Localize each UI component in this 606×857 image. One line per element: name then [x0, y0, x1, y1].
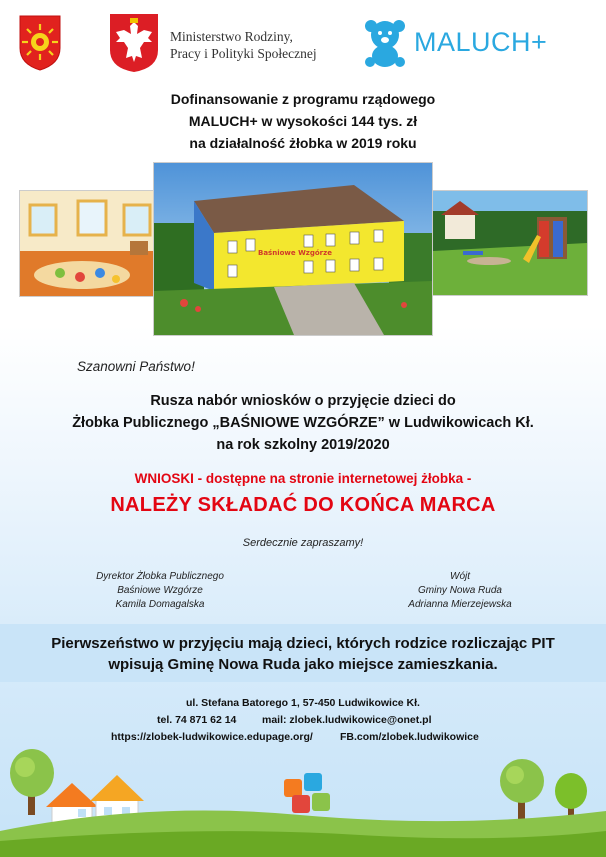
priority-info: [0, 633, 606, 675]
teddy-bear-icon: [362, 18, 408, 68]
mayor-name: Adrianna Mierzejewska: [408, 599, 512, 610]
nursery-building-photo: [153, 162, 433, 336]
deadline-notice: NALEŻY SKŁADAĆ DO KOŃCA MARCA: [110, 494, 496, 516]
landscape-illustration: [0, 745, 606, 857]
priority-line-2: wpisują Gminę Nowa Ruda jako miejsce zamieszkania.: [108, 656, 498, 673]
playground-photo: [432, 190, 588, 296]
mayor-signature: [380, 570, 540, 612]
address: ul. Stefana Batorego 1, 57-450 Ludwikowice Kł.: [186, 697, 420, 709]
announcement-line-2: Żłobka Publicznego „BAŚNIOWE WZGÓRZE” w Ludwikowicach Kł.: [72, 415, 534, 431]
funding-line-2: MALUCH+ w wysokości 144 tys. zł: [188, 113, 418, 129]
tree-icon: [10, 749, 54, 815]
gmina-coat-of-arms-icon: [18, 14, 62, 72]
applications-availability-note: WNIOSKI - dostępne na stronie internetowej żłobka -: [134, 471, 472, 486]
ministry-name: [170, 28, 317, 62]
mayor-title: Wójt: [450, 571, 470, 582]
director-title: Dyrektor Żłobka Publicznego: [96, 571, 224, 582]
nursery-room-photo: [19, 190, 157, 297]
ministry-line-1: Ministerstwo Rodziny,: [170, 29, 293, 44]
ministry-line-2: Pracy i Polityki Społecznej: [170, 46, 317, 61]
mayor-municipality: Gminy Nowa Ruda: [418, 585, 502, 596]
polish-eagle-emblem-icon: [108, 12, 160, 74]
director-name: Kamila Domagalska: [115, 599, 205, 610]
director-institution: Baśniowe Wzgórze: [117, 585, 203, 596]
announcement-line-1: Rusza nabór wniosków o przyjęcie dzieci do: [150, 393, 456, 409]
director-signature: [80, 570, 240, 612]
funding-info: [0, 88, 606, 154]
website-link[interactable]: https://zlobek-ludwikowice.edupage.org/: [111, 731, 313, 743]
priority-line-1: Pierwszeństwo w przyjęciu mają dzieci, których rodzice rozliczając PIT: [51, 635, 555, 652]
facebook-link[interactable]: FB.com/zlobek.ludwikowice: [340, 731, 479, 743]
recruitment-announcement: [0, 390, 606, 456]
greeting: Szanowni Państwo!: [77, 359, 195, 374]
invitation: Serdecznie zapraszamy!: [242, 537, 364, 549]
funding-line-3: na działalność żłobka w 2019 roku: [189, 135, 417, 151]
abc-blocks-icon: [284, 773, 330, 813]
funding-line-1: Dofinansowanie z programu rządowego: [170, 91, 436, 107]
email[interactable]: mail: zlobek.ludwikowice@onet.pl: [262, 714, 432, 726]
maluch-plus-logo: MALUCH+: [414, 27, 548, 57]
announcement-line-3: na rok szkolny 2019/2020: [216, 437, 390, 453]
phone: tel. 74 871 62 14: [157, 714, 237, 726]
building-sign: Baśniowe Wzgórze: [258, 249, 332, 257]
